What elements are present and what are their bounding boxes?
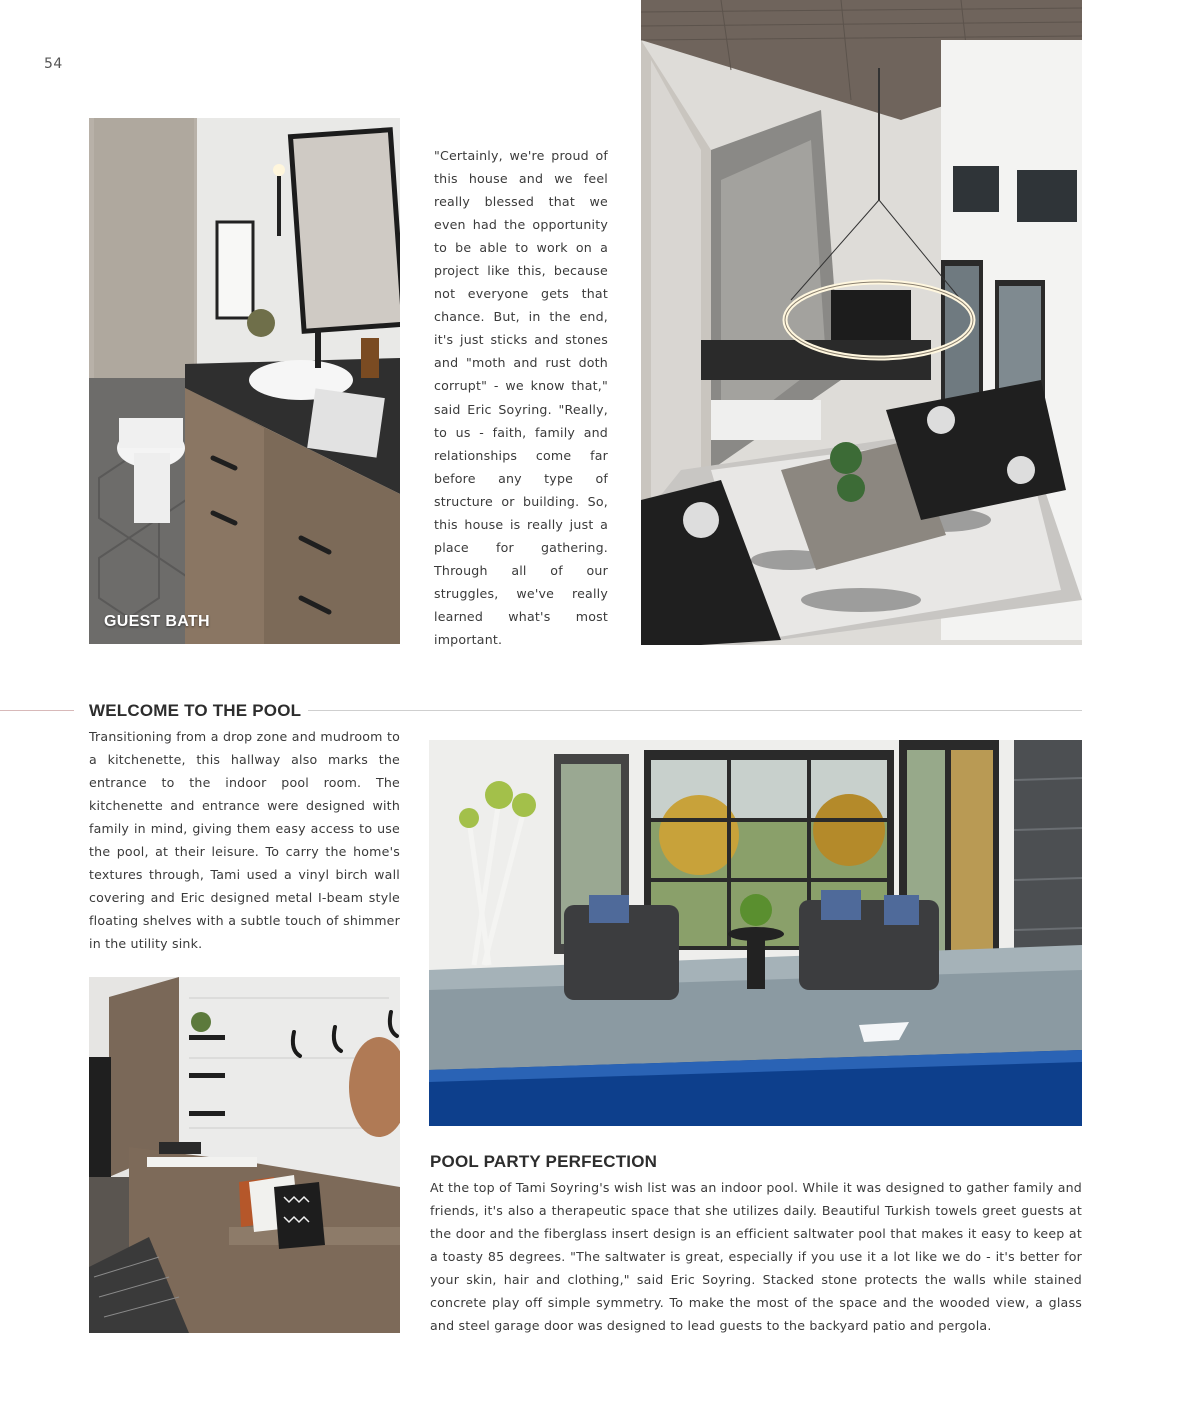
welcome-pool-body: Transitioning from a drop zone and mudroom to a kitchenette, this hallway also marks the entrance to the indoor pool room. The kitchenette and entrance were designed with family in mind, giving them easy access to use the pool, at their leisure. To carry the home's textures through, Tami used a vinyl birch wall covering and Eric designed metal I-beam style floating shelves with a subtle touch of shimmer in the utility sink. (89, 729, 400, 952)
pool-room-photo (429, 740, 1082, 1126)
pool-party-heading: POOL PARTY PERFECTION (430, 1152, 658, 1171)
guest-bath-caption: GUEST BATH (104, 613, 210, 630)
quote-text: "Certainly, we're proud of this house and we feel really blessed that we even had the opportunity to be able to work on a project like this, because not everyone gets that chance. But, in the end, it's just sticks and stones and "moth and rust doth corrupt" - we know that," said Eric Soyring. "Really, to us - faith, family and relationships come far before any type of structure or building. So, this house is really just a place for gathering. Through all of our struggles, we've really learned what's most important. (434, 148, 608, 647)
accent-rule (0, 710, 74, 711)
guest-bath-photo (89, 118, 400, 644)
living-room-photo (641, 0, 1082, 645)
page-number: 54 (44, 56, 63, 72)
welcome-pool-heading: WELCOME TO THE POOL (89, 701, 302, 720)
pool-party-body: At the top of Tami Soyring's wish list was an indoor pool. While it was designed to gather family and friends, it's also a therapeutic space that she utilizes daily. Beautiful Turkish towels greet guests at the door and the fiberglass insert design is an efficient saltwater pool that makes it easy to keep at a toasty 85 degrees. "The saltwater is great, especially if you use it a lot like we do - it's better for your skin, hair and clothing," said Eric Soyring. Stacked stone protects the walls while stained concrete play off simple symmetry. To make the most of the space and the wooded view, a glass and steel garage door was designed to lead guests to the backyard patio and pergola. (430, 1180, 1082, 1334)
section-divider (308, 710, 1082, 711)
mudroom-photo (89, 977, 400, 1333)
